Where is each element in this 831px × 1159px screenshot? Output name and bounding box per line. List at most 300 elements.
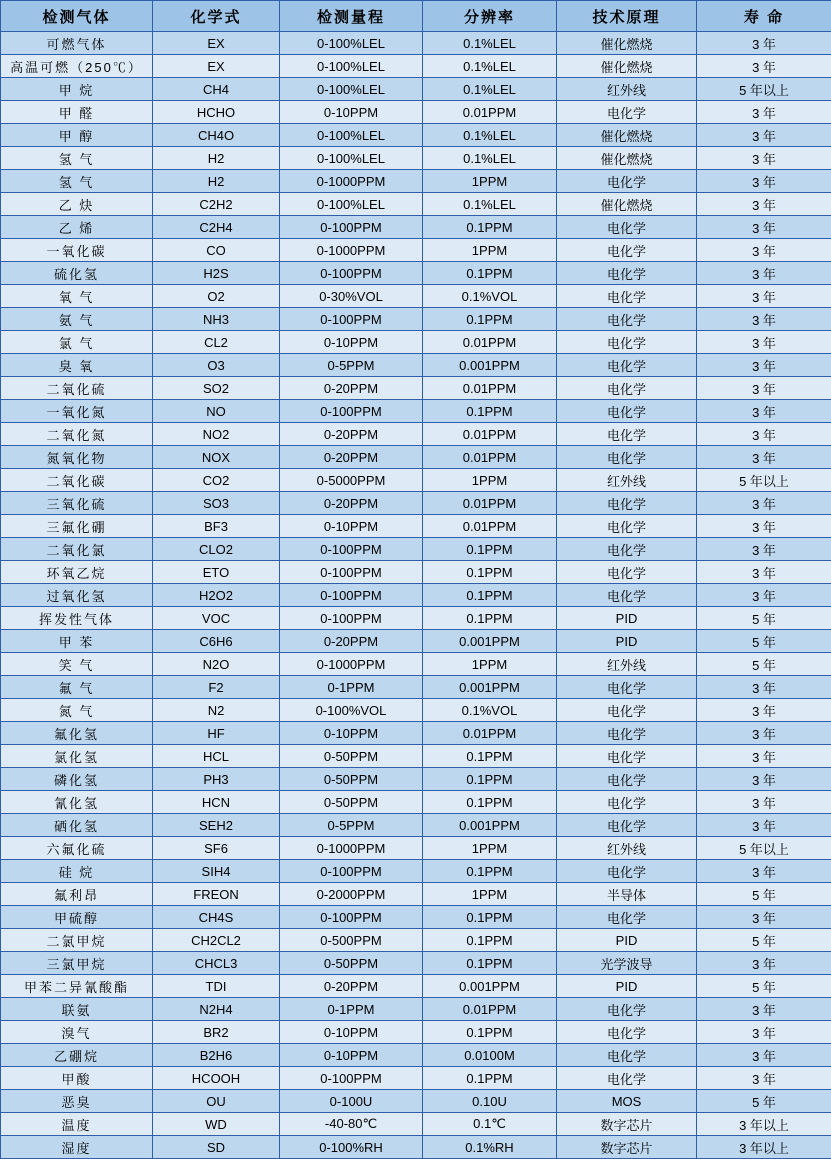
cell-formula: CL2 <box>153 331 280 354</box>
cell-gas: 一氧化氮 <box>1 400 153 423</box>
table-row <box>1 515 831 538</box>
cell-gas: 挥发性气体 <box>1 607 153 630</box>
cell-principle: 电化学 <box>557 400 697 423</box>
cell-gas: 氧 气 <box>1 285 153 308</box>
cell-resolution: 0.1PPM <box>423 561 557 584</box>
cell-lifetime: 3 年 <box>697 538 831 561</box>
cell-range: 0-10PPM <box>280 101 423 124</box>
cell-principle: 数字芯片 <box>557 1136 697 1159</box>
table-row <box>1 1113 831 1136</box>
cell-principle: 电化学 <box>557 101 697 124</box>
cell-principle: 红外线 <box>557 653 697 676</box>
cell-range: 0-100PPM <box>280 607 423 630</box>
cell-resolution: 0.10U <box>423 1090 557 1113</box>
cell-formula: C2H4 <box>153 216 280 239</box>
cell-resolution: 0.1PPM <box>423 745 557 768</box>
cell-gas: 甲 苯 <box>1 630 153 653</box>
cell-formula: OU <box>153 1090 280 1113</box>
cell-gas: 二氧化氮 <box>1 423 153 446</box>
cell-gas: 氰化氢 <box>1 791 153 814</box>
cell-principle: 催化燃烧 <box>557 124 697 147</box>
cell-gas: 氮氧化物 <box>1 446 153 469</box>
cell-range: 0-100PPM <box>280 561 423 584</box>
cell-lifetime: 3 年 <box>697 722 831 745</box>
cell-resolution: 1PPM <box>423 837 557 860</box>
cell-range: 0-500PPM <box>280 929 423 952</box>
cell-principle: 电化学 <box>557 377 697 400</box>
cell-lifetime: 5 年 <box>697 929 831 952</box>
cell-gas: 乙 烯 <box>1 216 153 239</box>
cell-range: 0-100%LEL <box>280 147 423 170</box>
cell-lifetime: 3 年 <box>697 699 831 722</box>
cell-formula: WD <box>153 1113 280 1136</box>
cell-range: 0-1000PPM <box>280 170 423 193</box>
table-row <box>1 32 831 55</box>
cell-lifetime: 3 年 <box>697 1021 831 1044</box>
cell-lifetime: 3 年 <box>697 331 831 354</box>
cell-principle: 电化学 <box>557 1044 697 1067</box>
cell-formula: SIH4 <box>153 860 280 883</box>
table-row <box>1 952 831 975</box>
cell-lifetime: 3 年 <box>697 239 831 262</box>
cell-gas: 甲 醛 <box>1 101 153 124</box>
cell-lifetime: 3 年 <box>697 101 831 124</box>
cell-resolution: 0.1PPM <box>423 1021 557 1044</box>
cell-principle: 电化学 <box>557 239 697 262</box>
cell-lifetime: 3 年 <box>697 952 831 975</box>
cell-lifetime: 3 年 <box>697 124 831 147</box>
cell-principle: 电化学 <box>557 906 697 929</box>
cell-formula: CH4O <box>153 124 280 147</box>
cell-resolution: 0.01PPM <box>423 331 557 354</box>
table-row <box>1 653 831 676</box>
cell-resolution: 0.001PPM <box>423 975 557 998</box>
cell-principle: 电化学 <box>557 331 697 354</box>
cell-gas: 氟化氢 <box>1 722 153 745</box>
cell-principle: 电化学 <box>557 676 697 699</box>
cell-principle: 数字芯片 <box>557 1113 697 1136</box>
cell-formula: CO2 <box>153 469 280 492</box>
table-row <box>1 216 831 239</box>
cell-formula: N2 <box>153 699 280 722</box>
table-row <box>1 722 831 745</box>
cell-range: 0-100PPM <box>280 400 423 423</box>
cell-gas: 溴气 <box>1 1021 153 1044</box>
table-row <box>1 676 831 699</box>
cell-principle: 光学波导 <box>557 952 697 975</box>
table-row <box>1 584 831 607</box>
cell-lifetime: 5 年 <box>697 607 831 630</box>
column-header-range: 检测量程 <box>280 1 423 32</box>
cell-principle: 电化学 <box>557 538 697 561</box>
cell-resolution: 0.1%LEL <box>423 78 557 101</box>
cell-resolution: 0.01PPM <box>423 515 557 538</box>
cell-resolution: 0.1%RH <box>423 1136 557 1159</box>
cell-lifetime: 3 年 <box>697 1067 831 1090</box>
cell-resolution: 0.001PPM <box>423 630 557 653</box>
cell-lifetime: 3 年以上 <box>697 1136 831 1159</box>
cell-lifetime: 3 年 <box>697 768 831 791</box>
cell-range: 0-5PPM <box>280 354 423 377</box>
cell-gas: 二氯甲烷 <box>1 929 153 952</box>
cell-gas: 氯 气 <box>1 331 153 354</box>
cell-lifetime: 3 年 <box>697 285 831 308</box>
table-body <box>1 32 831 1159</box>
cell-gas: 臭 氧 <box>1 354 153 377</box>
cell-lifetime: 3 年 <box>697 32 831 55</box>
table-row <box>1 193 831 216</box>
table-row <box>1 423 831 446</box>
cell-formula: CH4 <box>153 78 280 101</box>
table-row <box>1 78 831 101</box>
cell-principle: 电化学 <box>557 791 697 814</box>
cell-range: 0-100%VOL <box>280 699 423 722</box>
cell-gas: 三氧化硫 <box>1 492 153 515</box>
cell-principle: PID <box>557 929 697 952</box>
cell-range: 0-1000PPM <box>280 653 423 676</box>
cell-lifetime: 3 年 <box>697 216 831 239</box>
cell-formula: SO2 <box>153 377 280 400</box>
cell-gas: 磷化氢 <box>1 768 153 791</box>
cell-principle: 电化学 <box>557 860 697 883</box>
cell-range: 0-100%LEL <box>280 193 423 216</box>
cell-principle: 电化学 <box>557 814 697 837</box>
cell-range: 0-20PPM <box>280 377 423 400</box>
cell-gas: 笑 气 <box>1 653 153 676</box>
cell-gas: 氮 气 <box>1 699 153 722</box>
cell-range: 0-100%LEL <box>280 78 423 101</box>
cell-formula: H2O2 <box>153 584 280 607</box>
table-row <box>1 446 831 469</box>
cell-lifetime: 3 年 <box>697 147 831 170</box>
cell-formula: TDI <box>153 975 280 998</box>
table-row <box>1 1021 831 1044</box>
cell-gas: 三氟化硼 <box>1 515 153 538</box>
cell-range: 0-10PPM <box>280 1044 423 1067</box>
cell-gas: 氢 气 <box>1 147 153 170</box>
table-row <box>1 561 831 584</box>
cell-lifetime: 3 年 <box>697 584 831 607</box>
cell-principle: 电化学 <box>557 170 697 193</box>
cell-lifetime: 5 年 <box>697 630 831 653</box>
cell-resolution: 0.1PPM <box>423 768 557 791</box>
cell-formula: N2O <box>153 653 280 676</box>
cell-formula: NO <box>153 400 280 423</box>
cell-range: 0-20PPM <box>280 492 423 515</box>
table-row <box>1 1067 831 1090</box>
column-header-principle: 技术原理 <box>557 1 697 32</box>
cell-principle: 电化学 <box>557 1067 697 1090</box>
cell-formula: O2 <box>153 285 280 308</box>
cell-range: 0-1000PPM <box>280 239 423 262</box>
cell-formula: HCOOH <box>153 1067 280 1090</box>
cell-lifetime: 3 年 <box>697 745 831 768</box>
cell-lifetime: 3 年 <box>697 400 831 423</box>
cell-resolution: 0.0100M <box>423 1044 557 1067</box>
cell-range: 0-100%LEL <box>280 32 423 55</box>
cell-formula: SD <box>153 1136 280 1159</box>
cell-formula: EX <box>153 55 280 78</box>
cell-principle: 红外线 <box>557 837 697 860</box>
cell-resolution: 0.1PPM <box>423 400 557 423</box>
cell-resolution: 0.1PPM <box>423 906 557 929</box>
cell-principle: 电化学 <box>557 722 697 745</box>
column-header-formula: 化学式 <box>153 1 280 32</box>
table-row <box>1 308 831 331</box>
cell-formula: SEH2 <box>153 814 280 837</box>
table-row <box>1 883 831 906</box>
cell-formula: SF6 <box>153 837 280 860</box>
cell-lifetime: 3 年以上 <box>697 1113 831 1136</box>
cell-formula: HCN <box>153 791 280 814</box>
cell-lifetime: 3 年 <box>697 354 831 377</box>
cell-resolution: 0.1%VOL <box>423 699 557 722</box>
cell-gas: 氨 气 <box>1 308 153 331</box>
cell-range: 0-100PPM <box>280 538 423 561</box>
cell-lifetime: 3 年 <box>697 676 831 699</box>
cell-principle: PID <box>557 607 697 630</box>
cell-gas: 氯化氢 <box>1 745 153 768</box>
cell-principle: 电化学 <box>557 308 697 331</box>
cell-gas: 乙 炔 <box>1 193 153 216</box>
cell-formula: VOC <box>153 607 280 630</box>
table-row <box>1 814 831 837</box>
cell-range: 0-50PPM <box>280 952 423 975</box>
cell-lifetime: 5 年 <box>697 975 831 998</box>
table-row <box>1 331 831 354</box>
cell-resolution: 0.1PPM <box>423 791 557 814</box>
cell-resolution: 0.1PPM <box>423 607 557 630</box>
cell-range: 0-50PPM <box>280 791 423 814</box>
cell-principle: 半导体 <box>557 883 697 906</box>
cell-resolution: 0.1℃ <box>423 1113 557 1136</box>
cell-lifetime: 3 年 <box>697 860 831 883</box>
cell-lifetime: 3 年 <box>697 262 831 285</box>
cell-lifetime: 5 年 <box>697 883 831 906</box>
cell-resolution: 0.01PPM <box>423 446 557 469</box>
table-row <box>1 101 831 124</box>
table-row <box>1 400 831 423</box>
cell-formula: HCL <box>153 745 280 768</box>
cell-range: 0-100PPM <box>280 1067 423 1090</box>
cell-lifetime: 3 年 <box>697 814 831 837</box>
cell-formula: NH3 <box>153 308 280 331</box>
cell-resolution: 0.1%LEL <box>423 32 557 55</box>
cell-resolution: 1PPM <box>423 170 557 193</box>
cell-lifetime: 5 年 <box>697 653 831 676</box>
cell-lifetime: 3 年 <box>697 492 831 515</box>
table-row <box>1 630 831 653</box>
cell-gas: 二氧化氯 <box>1 538 153 561</box>
table-row <box>1 538 831 561</box>
cell-principle: 电化学 <box>557 561 697 584</box>
cell-range: 0-100%RH <box>280 1136 423 1159</box>
table-row <box>1 147 831 170</box>
cell-resolution: 1PPM <box>423 469 557 492</box>
cell-gas: 过氧化氢 <box>1 584 153 607</box>
cell-resolution: 0.1PPM <box>423 929 557 952</box>
table-row <box>1 1044 831 1067</box>
cell-formula: EX <box>153 32 280 55</box>
cell-gas: 甲苯二异氰酸酯 <box>1 975 153 998</box>
table-row <box>1 55 831 78</box>
cell-range: 0-10PPM <box>280 515 423 538</box>
cell-gas: 甲 醇 <box>1 124 153 147</box>
cell-formula: CO <box>153 239 280 262</box>
table-row <box>1 837 831 860</box>
cell-range: 0-20PPM <box>280 630 423 653</box>
table-header-row <box>1 1 831 32</box>
cell-principle: 电化学 <box>557 423 697 446</box>
cell-formula: H2S <box>153 262 280 285</box>
cell-range: 0-2000PPM <box>280 883 423 906</box>
cell-formula: SO3 <box>153 492 280 515</box>
cell-formula: O3 <box>153 354 280 377</box>
cell-lifetime: 3 年 <box>697 1044 831 1067</box>
table-header <box>1 1 831 32</box>
table-row <box>1 768 831 791</box>
cell-range: 0-1PPM <box>280 676 423 699</box>
cell-principle: 电化学 <box>557 285 697 308</box>
table-row <box>1 492 831 515</box>
cell-resolution: 0.01PPM <box>423 998 557 1021</box>
cell-gas: 硒化氢 <box>1 814 153 837</box>
cell-lifetime: 5 年以上 <box>697 469 831 492</box>
cell-resolution: 1PPM <box>423 653 557 676</box>
cell-formula: HCHO <box>153 101 280 124</box>
table-row <box>1 170 831 193</box>
cell-formula: C6H6 <box>153 630 280 653</box>
cell-range: 0-20PPM <box>280 975 423 998</box>
cell-principle: 红外线 <box>557 469 697 492</box>
cell-principle: 电化学 <box>557 699 697 722</box>
cell-gas: 联氨 <box>1 998 153 1021</box>
cell-resolution: 0.1PPM <box>423 308 557 331</box>
cell-gas: 甲酸 <box>1 1067 153 1090</box>
cell-gas: 氢 气 <box>1 170 153 193</box>
cell-principle: 催化燃烧 <box>557 193 697 216</box>
cell-formula: BF3 <box>153 515 280 538</box>
cell-resolution: 0.1%LEL <box>423 147 557 170</box>
cell-formula: CLO2 <box>153 538 280 561</box>
cell-formula: ETO <box>153 561 280 584</box>
cell-lifetime: 3 年 <box>697 55 831 78</box>
cell-resolution: 0.1%LEL <box>423 55 557 78</box>
cell-range: 0-30%VOL <box>280 285 423 308</box>
cell-lifetime: 3 年 <box>697 998 831 1021</box>
cell-range: 0-10PPM <box>280 722 423 745</box>
table-row <box>1 239 831 262</box>
table-row <box>1 262 831 285</box>
table-row <box>1 377 831 400</box>
cell-gas: 二氧化碳 <box>1 469 153 492</box>
cell-principle: 催化燃烧 <box>557 147 697 170</box>
cell-range: 0-100PPM <box>280 216 423 239</box>
table-row <box>1 124 831 147</box>
cell-range: 0-50PPM <box>280 745 423 768</box>
cell-principle: 电化学 <box>557 492 697 515</box>
cell-range: 0-50PPM <box>280 768 423 791</box>
cell-range: 0-5000PPM <box>280 469 423 492</box>
cell-lifetime: 3 年 <box>697 170 831 193</box>
cell-formula: C2H2 <box>153 193 280 216</box>
cell-range: 0-20PPM <box>280 446 423 469</box>
column-header-lifetime: 寿 命 <box>697 1 831 32</box>
table-row <box>1 1090 831 1113</box>
cell-gas: 温度 <box>1 1113 153 1136</box>
cell-range: 0-100PPM <box>280 262 423 285</box>
table-row <box>1 469 831 492</box>
cell-lifetime: 5 年以上 <box>697 837 831 860</box>
cell-principle: 电化学 <box>557 446 697 469</box>
cell-gas: 可燃气体 <box>1 32 153 55</box>
table-row <box>1 745 831 768</box>
cell-resolution: 0.1PPM <box>423 538 557 561</box>
cell-gas: 氟 气 <box>1 676 153 699</box>
cell-resolution: 0.01PPM <box>423 492 557 515</box>
cell-gas: 三氯甲烷 <box>1 952 153 975</box>
cell-gas: 恶臭 <box>1 1090 153 1113</box>
cell-principle: PID <box>557 975 697 998</box>
cell-formula: B2H6 <box>153 1044 280 1067</box>
cell-resolution: 1PPM <box>423 883 557 906</box>
cell-gas: 硅 烷 <box>1 860 153 883</box>
cell-range: 0-100PPM <box>280 860 423 883</box>
cell-gas: 环氧乙烷 <box>1 561 153 584</box>
cell-formula: NOX <box>153 446 280 469</box>
cell-resolution: 0.1%VOL <box>423 285 557 308</box>
table-row <box>1 607 831 630</box>
cell-formula: H2 <box>153 147 280 170</box>
cell-gas: 湿度 <box>1 1136 153 1159</box>
table-row <box>1 699 831 722</box>
cell-principle: 催化燃烧 <box>557 32 697 55</box>
cell-range: 0-5PPM <box>280 814 423 837</box>
cell-principle: 电化学 <box>557 515 697 538</box>
cell-principle: MOS <box>557 1090 697 1113</box>
cell-formula: NO2 <box>153 423 280 446</box>
table-row <box>1 998 831 1021</box>
cell-range: 0-100%LEL <box>280 55 423 78</box>
cell-range: 0-100PPM <box>280 308 423 331</box>
cell-resolution: 0.1%LEL <box>423 124 557 147</box>
cell-resolution: 0.1%LEL <box>423 193 557 216</box>
cell-lifetime: 3 年 <box>697 377 831 400</box>
cell-lifetime: 3 年 <box>697 446 831 469</box>
cell-lifetime: 5 年 <box>697 1090 831 1113</box>
table-row <box>1 285 831 308</box>
cell-gas: 二氧化硫 <box>1 377 153 400</box>
cell-lifetime: 3 年 <box>697 561 831 584</box>
cell-lifetime: 3 年 <box>697 906 831 929</box>
cell-resolution: 0.1PPM <box>423 262 557 285</box>
cell-lifetime: 3 年 <box>697 515 831 538</box>
cell-principle: 电化学 <box>557 1021 697 1044</box>
cell-formula: F2 <box>153 676 280 699</box>
cell-resolution: 0.01PPM <box>423 101 557 124</box>
cell-resolution: 0.1PPM <box>423 860 557 883</box>
cell-range: 0-100U <box>280 1090 423 1113</box>
cell-resolution: 0.01PPM <box>423 423 557 446</box>
table-row <box>1 975 831 998</box>
cell-range: 0-100%LEL <box>280 124 423 147</box>
cell-principle: 电化学 <box>557 584 697 607</box>
cell-principle: 电化学 <box>557 998 697 1021</box>
cell-principle: 电化学 <box>557 354 697 377</box>
cell-formula: CH4S <box>153 906 280 929</box>
cell-range: 0-20PPM <box>280 423 423 446</box>
cell-resolution: 0.001PPM <box>423 354 557 377</box>
